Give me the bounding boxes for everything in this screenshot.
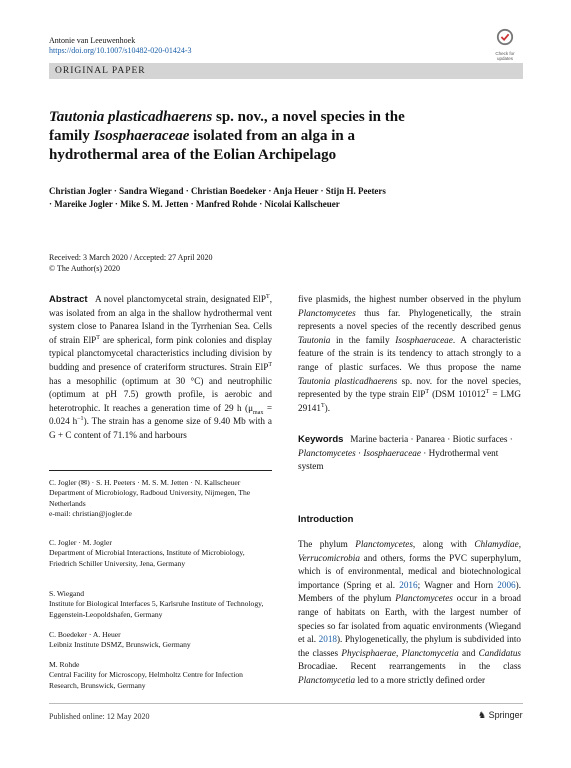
abstract-text: are spherical, form pink colonies and display typical planctomycetal characteristics including division by budding and presence of crateriform structures. Strain ElP: [49, 334, 272, 372]
intro-text: Chlamydiae: [474, 539, 519, 549]
sup: T: [96, 334, 100, 341]
title-part: sp. nov., a novel species in the family: [49, 109, 405, 144]
sup: T: [425, 389, 430, 396]
abstract-text: ).: [324, 402, 330, 413]
check-updates-line2: updates: [496, 56, 513, 61]
abstract-text: Planctomycetes: [298, 307, 356, 318]
intro-text: Planctomycetes: [395, 593, 453, 604]
intro-text: Planctomycetia: [298, 674, 356, 685]
title-part: Tautonia plasticadhaerens: [49, 109, 213, 125]
sup: T: [320, 402, 325, 409]
intro-text: , along with: [412, 539, 475, 549]
check-updates-icon: [496, 28, 514, 46]
introduction-text: [298, 538, 521, 688]
keywords-heading: Keywords: [298, 434, 344, 445]
intro-text: and others, forms the PVC superphylum, which is of environmental, medical and biotechnological importance (Spring et al.: [298, 552, 521, 590]
intro-text: Planctomycetes: [355, 539, 413, 549]
check-updates-line1: Check for: [495, 51, 515, 56]
citation-link[interactable]: 2016: [399, 579, 418, 590]
affiliation-line: Institute for Biological Interfaces 5, Karlsruhe Institute of Technology, Eggenstein-Leopoldshafen, Germany: [49, 599, 264, 619]
abstract-text: sp. nov. for the novel species, represented by the type strain ElP: [298, 375, 521, 400]
intro-text: Candidatus: [478, 647, 521, 658]
article-dates: [49, 252, 213, 274]
abstract-text: in the family: [330, 334, 396, 345]
keyword: · Hydrothermal vent system: [298, 447, 499, 472]
abstract-text: five plasmids, the highest number observed in the phylum: [298, 294, 521, 304]
section-band: [49, 63, 523, 79]
keywords: [298, 433, 521, 474]
sup: T: [266, 293, 270, 300]
title-part: Isosphaeraceae: [93, 128, 190, 144]
abstract-right: [298, 293, 521, 415]
affiliation-line: Leibniz Institute DSMZ, Brunswick, Germany: [49, 640, 191, 650]
keyword: Planctomycetes: [298, 447, 356, 458]
introduction-heading: Introduction: [298, 514, 354, 525]
article-title: [49, 108, 429, 165]
abstract-text: , was isolated from an alga in the shallow hydrothermal vent system close to Panarea Island in the Tyrrhenian Sea. Cells of strain ElP: [49, 294, 272, 345]
intro-text: and: [458, 647, 479, 658]
affiliation-line: Department of Microbiology, Radboud University, Nijmegen, The Netherlands: [49, 488, 251, 508]
footer-divider: [49, 703, 523, 704]
keyword: Marine bacteria · Panarea · Biotic surfaces ·: [350, 434, 513, 444]
affiliation-block: [49, 478, 272, 520]
affiliation-line: Central Facility for Microscopy, Helmholtz Centre for Infection Research, Brunswick, Germany: [49, 670, 243, 690]
intro-text: ; Wagner and Horn: [417, 579, 498, 590]
received-accepted: Received: 3 March 2020 / Accepted: 27 April 2020: [49, 253, 213, 262]
check-for-updates-badge[interactable]: [488, 28, 522, 62]
affiliation-names: C. Jogler · M. Jogler: [49, 538, 112, 547]
intro-text: Verrucomicrobia: [298, 552, 360, 563]
intro-text: ). Members of the phylum: [298, 579, 521, 604]
keyword: Isosphaeraceae: [363, 447, 421, 458]
sub: max: [253, 409, 264, 416]
keyword: ·: [355, 447, 364, 458]
intro-text: ,: [395, 647, 402, 658]
abstract-text: Tautonia: [298, 334, 331, 345]
doi-link[interactable]: https://doi.org/10.1007/s10482-020-01424-3: [49, 46, 192, 55]
affiliation-email[interactable]: e-mail: christian@jogler.de: [49, 509, 132, 519]
intro-text: Brocadiae. Recent rearrangements in the class: [298, 661, 521, 672]
sup: T: [485, 389, 490, 396]
abstract-text: . A characteristic feature of the strain is its tendency to attach strongly to a range of plastic surfaces. We thus propose the name: [298, 334, 521, 372]
abstract-text: = 0.024 h: [49, 402, 273, 427]
publisher-name: Springer: [488, 710, 523, 720]
affiliation-names: C. Jogler (✉) · S. H. Peeters · M. S. M. Jetten · N. Kallscheuer: [49, 478, 241, 487]
affiliation-block: [49, 660, 272, 691]
abstract-text: ). The strain has a genome size of 9.40 Mb with a G + C content of 71.1% and harbours: [49, 416, 273, 440]
affiliation-names: C. Boedeker · A. Heuer: [49, 630, 121, 639]
affiliation-names: M. Rohde: [49, 660, 80, 669]
published-online: Published online: 12 May 2020: [49, 712, 150, 721]
abstract-text: = LMG 29141: [298, 389, 521, 413]
abstract-text: thus far. Phylogenetically, the strain represents a novel species of the recently described genus: [298, 307, 521, 332]
copyright: © The Author(s) 2020: [49, 264, 121, 273]
springer-horse-icon: ♞: [478, 710, 487, 720]
intro-text: occur in a broad range of habitats on Earth, with the largest number of species so far isolated from aquatic environments (Wiegand et al.: [298, 593, 522, 645]
intro-text: led to a more strictly defined order: [355, 674, 486, 685]
section-label: ORIGINAL PAPER: [55, 66, 146, 76]
intro-text: Planctomycetia: [401, 647, 459, 658]
abstract-left: [49, 293, 272, 443]
citation-link[interactable]: 2018: [318, 634, 337, 645]
citation-link[interactable]: 2006: [497, 579, 516, 590]
author-list: Christian Jogler · Sandra Wiegand · Christian Boedeker · Anja Heuer · Stijn H. Peeters · Mareike Jogler · Mike S. M. Jetten · Manfred Rohde · Nicolai Kallscheuer: [49, 186, 386, 209]
affiliation-line: Department of Microbial Interactions, Institute of Microbiology, Friedrich Schiller University, Jena, Germany: [49, 548, 245, 568]
intro-text: ). Phylogenetically, the phylum is subdivided into the classes: [298, 634, 522, 658]
sup: T: [268, 361, 272, 368]
affiliation-block: [49, 630, 272, 651]
intro-text: ,: [518, 539, 522, 549]
intro-text: Phycisphaerae: [341, 647, 396, 658]
journal-name: Antonie van Leeuwenhoek: [49, 36, 136, 45]
abstract-text: A novel planctomycetal strain, designated ElP: [94, 294, 267, 304]
affiliation-divider: [49, 470, 272, 471]
abstract-text: (DSM 101012: [429, 389, 486, 400]
publisher-logo: [478, 710, 523, 721]
affiliation-block: [49, 538, 272, 569]
sup: −1: [77, 416, 84, 423]
abstract-heading: Abstract: [49, 294, 88, 305]
abstract-text: has a mesophilic (optimum at 30 °C) and neutrophilic (optimum at pH 7.5) growth profile, is aerobic and heterotrophic. It reaches a generation time of 29 h (μ: [49, 375, 272, 413]
intro-text: The phylum: [298, 539, 356, 549]
affiliation-block: [49, 589, 272, 620]
affiliation-names: S. Wiegand: [49, 589, 84, 598]
abstract-text: Tautonia plasticadhaerens: [298, 375, 398, 386]
abstract-text: Isosphaeraceae: [395, 334, 453, 345]
title-part: isolated from an alga in a hydrothermal area of the Eolian Archipelago: [49, 128, 355, 163]
